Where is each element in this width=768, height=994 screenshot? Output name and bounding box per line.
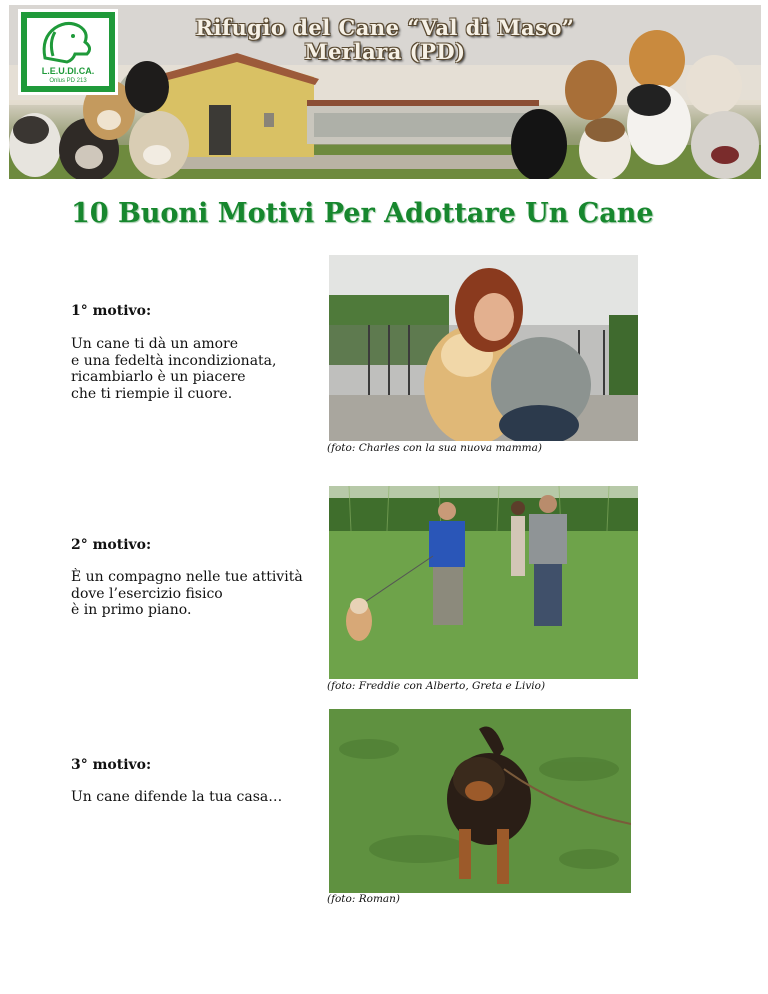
banner-title-line2: Merlara (PD)	[304, 39, 466, 64]
section-1-line: ricambiarlo è un piacere	[71, 369, 246, 385]
photo-freddie	[329, 486, 638, 679]
photo-caption-3: (foto: Roman)	[327, 893, 401, 905]
photo-roman	[329, 709, 631, 893]
section-1-heading: 1° motivo:	[71, 303, 152, 319]
section-3-line: Un cane difende la tua casa…	[71, 789, 283, 805]
section-2-line: È un compagno nelle tue attività	[71, 569, 303, 585]
section-3-heading: 3° motivo:	[71, 757, 152, 773]
header-banner	[9, 5, 761, 179]
banner-title-line1: Rifugio del Cane “Val di Maso”	[195, 15, 575, 40]
section-3-text	[71, 789, 282, 806]
section-1-line: e una fedeltà incondizionata,	[71, 352, 277, 369]
section-2-heading: 2° motivo:	[71, 537, 152, 553]
photo-caption-2: (foto: Freddie con Alberto, Greta e Livio)	[327, 680, 546, 692]
page-title: 10 Buoni Motivi Per Adottare Un Cane	[71, 198, 654, 229]
section-1-line: Un cane ti dà un amore	[71, 336, 239, 352]
section-1-text	[71, 336, 276, 402]
logo-registration: Onlus PD 213	[49, 78, 87, 84]
logo-name: L.E.U.DI.CA.	[41, 66, 95, 76]
photo-caption-1: (foto: Charles con la sua nuova mamma)	[327, 442, 542, 454]
section-1-line: che ti riempie il cuore.	[71, 385, 233, 402]
section-2-line: è in primo piano.	[71, 602, 192, 618]
section-2-text	[71, 569, 303, 619]
photo-charles	[329, 255, 638, 441]
section-2-line: dove l’esercizio fisico	[71, 585, 223, 602]
